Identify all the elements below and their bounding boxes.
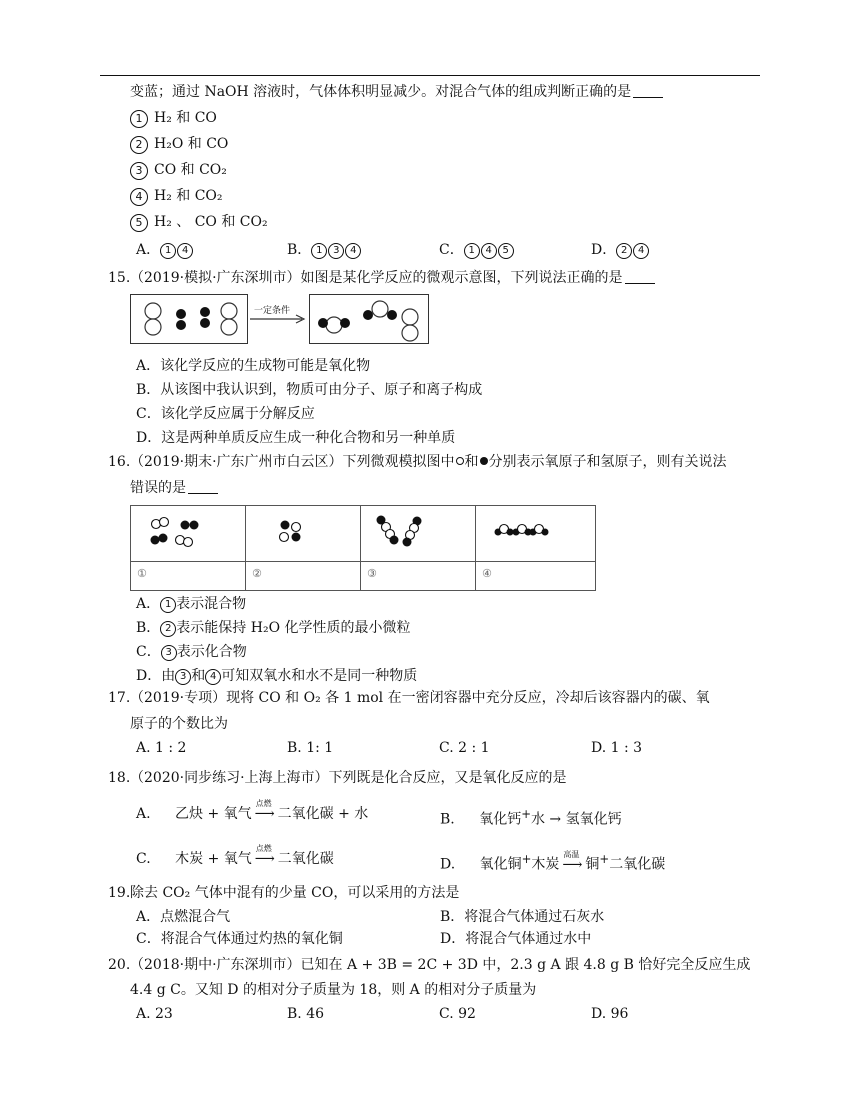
reactant-molecules bbox=[131, 295, 247, 343]
circled-number-1: 1 bbox=[160, 243, 176, 259]
reaction-arrow bbox=[248, 305, 308, 325]
q16-stem-line2: 错误的是 bbox=[130, 478, 218, 498]
q19-option-d[interactable]: D．将混合气体通过水中 bbox=[440, 931, 592, 947]
q18-option-a[interactable]: A. 乙炔 + 氧气 点燃 ⟶ 二氧化碳 + 水 bbox=[136, 799, 369, 822]
answer-blank[interactable] bbox=[625, 269, 655, 284]
circled-number-2: 2 bbox=[160, 621, 176, 637]
q17-option[interactable]: C. 2 : 1 bbox=[439, 740, 490, 756]
q14-choice bbox=[130, 186, 223, 206]
condition-arrow: 点燃 ⟶ bbox=[254, 844, 275, 867]
q15-option[interactable]: C．该化学反应属于分解反应 bbox=[136, 406, 315, 422]
option-mid: 和 bbox=[191, 668, 206, 684]
q14-choice bbox=[130, 212, 268, 232]
product-molecules bbox=[310, 295, 428, 343]
q17-stem-line1: （2019·专项）现将 CO 和 O₂ 各 1 mol 在一密闭容器中充分反应，冷却后该容器内的碳、氧 bbox=[130, 690, 710, 706]
circled-number-4: 4 bbox=[481, 243, 497, 259]
cell-label-2: ② bbox=[252, 567, 262, 580]
choice-text: H₂ 和 CO bbox=[154, 110, 217, 126]
three-molecules-diagram bbox=[476, 506, 595, 561]
q17-option[interactable]: D. 1 : 3 bbox=[591, 740, 643, 756]
q14-stem: 变蓝；通过 NaOH 溶液时，气体体积明显减少。对混合气体的组成判断正确的是 bbox=[130, 82, 663, 102]
cell-2 bbox=[246, 506, 361, 590]
q18-option-b[interactable]: B. 氧化钙+水 → 氢氧化钙 bbox=[440, 807, 622, 828]
q20-number: 20. bbox=[108, 957, 131, 973]
q20-option[interactable]: C. 92 bbox=[439, 1006, 476, 1022]
q15-option[interactable]: A．该化学反应的生成物可能是氧化物 bbox=[136, 358, 371, 374]
q14-option[interactable] bbox=[439, 240, 515, 260]
water-molecule-diagram bbox=[246, 506, 361, 561]
q19-number: 19. bbox=[108, 885, 131, 901]
circled-number-1: 1 bbox=[311, 243, 327, 259]
option-label: A． bbox=[136, 596, 161, 612]
q16-number: 16. bbox=[108, 454, 131, 470]
peroxide-molecule-diagram bbox=[361, 506, 476, 561]
q14-option[interactable] bbox=[287, 240, 362, 260]
circled-number-2: 2 bbox=[130, 136, 148, 154]
q16-option[interactable] bbox=[136, 642, 247, 662]
circled-number-4: 4 bbox=[345, 243, 361, 259]
cell-label-1: ① bbox=[137, 567, 147, 580]
q19-option-c[interactable]: C．将混合气体通过灼热的氧化铜 bbox=[136, 931, 343, 947]
q18-number: 18. bbox=[108, 770, 131, 786]
answer-blank[interactable] bbox=[633, 83, 663, 98]
cell-4 bbox=[476, 506, 591, 590]
circled-number-4: 4 bbox=[205, 669, 221, 685]
hydrogen-atom-icon bbox=[479, 456, 489, 466]
choice-text: H₂ 和 CO₂ bbox=[154, 188, 223, 204]
q17-option[interactable]: A. 1 : 2 bbox=[136, 740, 187, 756]
choice-text: H₂ 、 CO 和 CO₂ bbox=[154, 214, 268, 230]
q14-choice bbox=[130, 134, 228, 154]
option-label: A． bbox=[136, 242, 161, 258]
circled-number-3: 3 bbox=[328, 243, 344, 259]
option-text: 表示能保持 H₂O 化学性质的最小微粒 bbox=[176, 620, 411, 636]
q18-stem: （2020·同步练习·上海上海市）下列既是化合反应，又是氧化反应的是 bbox=[130, 770, 567, 786]
circled-number-5: 5 bbox=[498, 243, 514, 259]
option-label: D．由 bbox=[136, 668, 176, 684]
molecule-table bbox=[130, 505, 596, 591]
q16-stem-line1: （2019·期末·广东广州市白云区）下列微观模拟图中 和 分别表示氧原子和氢原子，则有关说法 bbox=[130, 454, 727, 470]
q19-option-a[interactable]: A．点燃混合气 bbox=[136, 909, 231, 925]
q14-choice bbox=[130, 108, 217, 128]
circled-number-1: 1 bbox=[160, 597, 176, 613]
choice-text: CO 和 CO₂ bbox=[154, 162, 227, 178]
oxygen-atom-icon bbox=[455, 456, 465, 466]
q14-option[interactable] bbox=[591, 240, 650, 260]
q20-option[interactable]: B. 46 bbox=[287, 1006, 325, 1022]
q17-number: 17. bbox=[108, 690, 131, 706]
option-label: D． bbox=[591, 242, 617, 258]
q16-option[interactable] bbox=[136, 666, 417, 686]
circled-number-1: 1 bbox=[464, 243, 480, 259]
q17-option[interactable]: B. 1: 1 bbox=[287, 740, 334, 756]
q18-option-c[interactable]: C. 木炭 + 氧气 点燃 ⟶ 二氧化碳 bbox=[136, 844, 334, 867]
arrow-icon bbox=[248, 305, 308, 325]
cell-label-3: ③ bbox=[367, 567, 377, 580]
header-rule bbox=[100, 75, 760, 76]
option-label: B． bbox=[287, 242, 312, 258]
circled-number-2: 2 bbox=[616, 243, 632, 259]
circled-number-3: 3 bbox=[161, 645, 177, 661]
choice-text: H₂O 和 CO bbox=[154, 136, 229, 152]
q15-option[interactable]: D．这是两种单质反应生成一种化合物和另一种单质 bbox=[136, 430, 456, 446]
circled-number-5: 5 bbox=[130, 214, 148, 232]
q20-stem-line2: 4.4 g C。又知 D 的相对分子质量为 18，则 A 的相对分子质量为 bbox=[130, 982, 537, 998]
reactants-box bbox=[130, 294, 248, 344]
arrow-condition: 一定条件 bbox=[254, 306, 291, 316]
answer-blank[interactable] bbox=[188, 479, 218, 494]
option-label: C． bbox=[439, 242, 464, 258]
q18-option-d[interactable]: D. 氧化铜+木炭 高温 ⟶ 铜+二氧化碳 bbox=[440, 849, 666, 873]
q14-choice bbox=[130, 160, 227, 180]
condition-arrow: 点燃 ⟶ bbox=[254, 799, 275, 822]
q15-number: 15. bbox=[108, 270, 131, 286]
q16-option[interactable] bbox=[136, 618, 411, 638]
option-text: 可知双氧水和水不是同一种物质 bbox=[221, 668, 418, 684]
mixture-diagram bbox=[131, 506, 246, 561]
q19-option-b[interactable]: B．将混合气体通过石灰水 bbox=[440, 909, 605, 925]
q16-option[interactable] bbox=[136, 594, 246, 614]
cell-1 bbox=[131, 506, 246, 590]
cell-label-4: ④ bbox=[482, 567, 492, 580]
option-text: 表示化合物 bbox=[176, 644, 247, 660]
products-box bbox=[309, 294, 429, 344]
circled-number-4: 4 bbox=[177, 243, 193, 259]
circled-number-3: 3 bbox=[130, 162, 148, 180]
q17-stem-line2: 原子的个数比为 bbox=[130, 716, 228, 732]
q15-stem: （2019·模拟·广东深圳市）如图是某化学反应的微观示意图，下列说法正确的是 bbox=[130, 268, 655, 288]
condition-arrow: 高温 ⟶ bbox=[562, 849, 583, 873]
circled-number-3: 3 bbox=[175, 669, 191, 685]
option-text: 表示混合物 bbox=[176, 596, 247, 612]
circled-number-4: 4 bbox=[633, 243, 649, 259]
circled-number-4: 4 bbox=[130, 188, 148, 206]
cell-3 bbox=[361, 506, 476, 590]
q20-option[interactable]: D. 96 bbox=[591, 1006, 629, 1022]
q20-stem-line1: （2018·期中·广东深圳市）已知在 A + 3B = 2C + 3D 中，2.3 g A 跟 4.8 g B 恰好完全反应生成 bbox=[130, 957, 751, 973]
option-label: B． bbox=[136, 620, 161, 636]
q20-option[interactable]: A. 23 bbox=[136, 1006, 173, 1022]
q19-stem: 除去 CO₂ 气体中混有的少量 CO，可以采用的方法是 bbox=[130, 885, 460, 901]
q15-option[interactable]: B．从该图中我认识到，物质可由分子、原子和离子构成 bbox=[136, 382, 483, 398]
circled-number-1: 1 bbox=[130, 110, 148, 128]
option-label: C． bbox=[136, 644, 161, 660]
q14-option[interactable] bbox=[136, 240, 194, 260]
label-row-divider bbox=[131, 561, 595, 562]
